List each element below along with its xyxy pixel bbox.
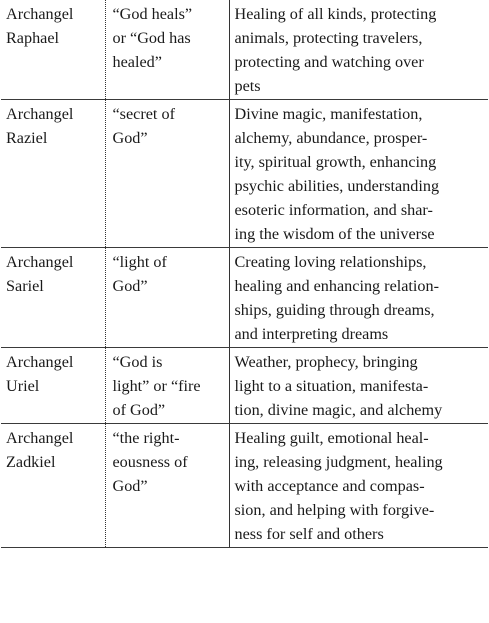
name-meaning-text: “God is xyxy=(112,353,163,371)
name-meaning-text: or “God has xyxy=(112,29,191,47)
archangel-name-cell xyxy=(1,248,105,348)
associations-text: sion, and helping with forgive- xyxy=(234,501,435,519)
archangel-name-text: Raphael xyxy=(6,29,60,47)
associations-text: Creating loving relationships, xyxy=(234,253,427,271)
archangel-name-text: Archangel xyxy=(6,353,74,371)
archangel-name-cell xyxy=(1,0,105,100)
associations-cell xyxy=(229,100,488,248)
associations-text: ing, releasing judgment, healing xyxy=(234,453,443,471)
name-meaning-text: God” xyxy=(112,477,148,495)
archangel-name-cell xyxy=(1,424,105,548)
name-meaning-text: eousness of xyxy=(112,453,188,471)
associations-text: Healing guilt, emotional heal- xyxy=(234,429,429,447)
archangel-name-text: Archangel xyxy=(6,253,74,271)
archangel-name-text: Archangel xyxy=(6,5,74,23)
associations-text: ness for self and others xyxy=(234,525,384,543)
table-row xyxy=(1,0,488,100)
associations-text: Divine magic, manifestation, xyxy=(234,105,423,123)
associations-text: tion, divine magic, and alchemy xyxy=(234,401,443,419)
associations-cell xyxy=(229,248,488,348)
associations-text: healing and enhancing relation- xyxy=(234,277,440,295)
name-meaning-text: “light of xyxy=(112,253,167,271)
name-meaning-text: God” xyxy=(112,129,148,147)
associations-text: psychic abilities, understanding xyxy=(234,177,440,195)
associations-text: Weather, prophecy, bringing xyxy=(234,353,418,371)
name-meaning-text: “secret of xyxy=(112,105,175,123)
name-meaning-cell xyxy=(105,0,229,100)
associations-cell xyxy=(229,348,488,424)
name-meaning-cell xyxy=(105,424,229,548)
archangel-name-cell xyxy=(1,100,105,248)
associations-text: alchemy, abundance, prosper- xyxy=(234,129,428,147)
name-meaning-cell xyxy=(105,100,229,248)
name-meaning-cell xyxy=(105,248,229,348)
associations-text: and interpreting dreams xyxy=(234,325,389,343)
associations-text: animals, protecting travelers, xyxy=(234,29,423,47)
archangel-name-text: Zadkiel xyxy=(6,453,56,471)
associations-text: with acceptance and compas- xyxy=(234,477,425,495)
table-row xyxy=(1,248,488,348)
associations-text: protecting and watching over xyxy=(234,53,424,71)
name-meaning-text: healed” xyxy=(112,53,162,71)
archangel-name-text: Raziel xyxy=(6,129,48,147)
associations-text: pets xyxy=(234,77,261,95)
associations-text: ity, spiritual growth, enhancing xyxy=(234,153,437,171)
name-meaning-text: “God heals” xyxy=(112,5,193,23)
table-row xyxy=(1,100,488,248)
name-meaning-text: of God” xyxy=(112,401,166,419)
archangel-table xyxy=(1,0,488,548)
name-meaning-text: “the right- xyxy=(112,429,180,447)
name-meaning-text: light” or “fire xyxy=(112,377,201,395)
associations-text: esoteric information, and shar- xyxy=(234,201,433,219)
associations-cell xyxy=(229,0,488,100)
associations-text: light to a situation, manifesta- xyxy=(234,377,429,395)
table-row xyxy=(1,424,488,548)
associations-text: ing the wisdom of the universe xyxy=(234,225,435,243)
archangel-name-text: Archangel xyxy=(6,105,74,123)
archangel-name-text: Archangel xyxy=(6,429,74,447)
associations-text: Healing of all kinds, protecting xyxy=(234,5,437,23)
table-row xyxy=(1,348,488,424)
archangel-name-cell xyxy=(1,348,105,424)
associations-cell xyxy=(229,424,488,548)
name-meaning-cell xyxy=(105,348,229,424)
archangel-name-text: Sariel xyxy=(6,277,44,295)
name-meaning-text: God” xyxy=(112,277,148,295)
archangel-name-text: Uriel xyxy=(6,377,40,395)
associations-text: ships, guiding through dreams, xyxy=(234,301,435,319)
